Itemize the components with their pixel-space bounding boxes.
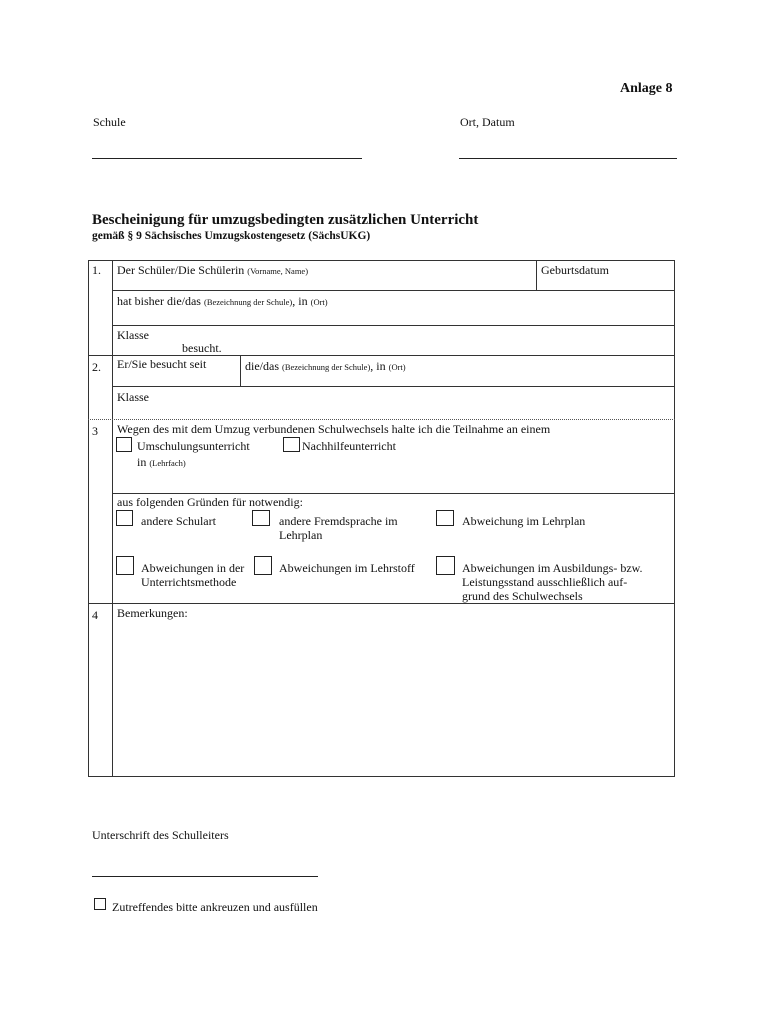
document-title: Bescheinigung für umzugsbedingten zusätzlichen Unterricht	[92, 212, 479, 228]
unterschrift-label: Unterschrift des Schulleiters	[92, 828, 229, 842]
bemerkungen-label: Bemerkungen:	[117, 606, 188, 620]
section2-number: 2.	[92, 360, 101, 374]
in-label: , in	[292, 294, 308, 308]
in-label: , in	[370, 359, 386, 373]
andere-schulart-checkbox[interactable]	[116, 510, 133, 526]
section2-divider	[240, 355, 241, 387]
diedas-label: die/das	[245, 359, 279, 373]
unterrichtsmethode-checkbox[interactable]	[116, 556, 134, 575]
ort-datum-field-line[interactable]	[459, 158, 677, 159]
schule-label: Schule	[93, 115, 126, 129]
besucht-label: besucht.	[182, 341, 222, 355]
lehrfach-hint: (Lehrfach)	[149, 458, 186, 468]
unterrichtsmethode-label-2: Unterrichtsmethode	[141, 575, 237, 589]
umschulung-checkbox[interactable]	[116, 437, 132, 452]
nachhilfe-label: Nachhilfeunterricht	[302, 439, 396, 453]
lehrfach-field[interactable]	[137, 456, 186, 468]
unterschrift-field-line[interactable]	[92, 876, 318, 877]
diedas-hint: (Bezeichnung der Schule)	[282, 362, 371, 372]
bisher-schule-field[interactable]	[117, 295, 328, 307]
ort-hint: (Ort)	[388, 362, 406, 372]
ausbildungsstand-label-2: Leistungsstand ausschließlich auf-	[462, 575, 628, 589]
umschulung-label: Umschulungsunterricht	[137, 439, 250, 453]
hinweis-checkbox-icon	[94, 898, 106, 910]
document-subtitle: gemäß § 9 Sächsisches Umzugskostengesetz (SächsUKG)	[92, 230, 371, 242]
fremdsprache-checkbox[interactable]	[252, 510, 270, 526]
nachhilfe-checkbox[interactable]	[283, 437, 300, 452]
row-divider	[88, 603, 675, 604]
fremdsprache-label-2: Lehrplan	[279, 528, 323, 542]
geburtsdatum-divider	[536, 260, 537, 291]
section1-number: 1.	[92, 263, 101, 277]
row-divider	[112, 290, 675, 291]
row-divider	[112, 493, 675, 494]
lehrstoff-label: Abweichungen im Lehrstoff	[279, 561, 415, 575]
in-label: in	[137, 455, 147, 469]
row-divider	[112, 386, 675, 387]
bisher-label: hat bisher die/das	[117, 294, 201, 308]
gruende-label: aus folgenden Gründen für notwendig:	[117, 495, 303, 509]
klasse-field[interactable]: Klasse	[117, 390, 149, 404]
section3-intro: Wegen des mit dem Umzug verbundenen Schulwechsels halte ich die Teilnahme an einem	[117, 422, 551, 436]
schueler-label: Der Schüler/Die Schülerin	[117, 263, 245, 277]
schueler-field[interactable]	[117, 264, 308, 276]
schueler-hint: (Vorname, Name)	[247, 266, 309, 276]
andere-schulart-label: andere Schulart	[141, 514, 216, 528]
bisher-hint: (Bezeichnung der Schule)	[203, 297, 293, 307]
abweichung-lehrplan-checkbox[interactable]	[436, 510, 454, 526]
hinweis-text: Zutreffendes bitte ankreuzen und ausfüllen	[112, 900, 318, 914]
row-divider	[88, 355, 675, 356]
fremdsprache-label-1: andere Fremdsprache im	[279, 514, 398, 528]
ausbildungsstand-label-3: grund des Schulwechsels	[462, 589, 583, 603]
section4-number: 4	[92, 608, 98, 622]
schule-field-line[interactable]	[92, 158, 362, 159]
lehrstoff-checkbox[interactable]	[254, 556, 272, 575]
anlage-label: Anlage 8	[620, 81, 673, 96]
bemerkungen-field[interactable]	[113, 622, 674, 776]
ausbildungsstand-checkbox[interactable]	[436, 556, 455, 575]
klasse-field[interactable]: Klasse	[117, 328, 149, 342]
section-divider-dotted	[88, 419, 675, 420]
neue-schule-field[interactable]	[245, 360, 406, 372]
geburtsdatum-field[interactable]: Geburtsdatum	[541, 263, 609, 277]
besucht-seit-field[interactable]: Er/Sie besucht seit	[117, 357, 207, 371]
unterrichtsmethode-label-1: Abweichungen in der	[141, 561, 245, 575]
section3-number: 3	[92, 424, 98, 438]
row-divider	[112, 325, 675, 326]
abweichung-lehrplan-label: Abweichung im Lehrplan	[462, 514, 586, 528]
ort-datum-label: Ort, Datum	[460, 115, 515, 129]
ausbildungsstand-label-1: Abweichungen im Ausbildungs- bzw.	[462, 561, 643, 575]
ort-hint: (Ort)	[310, 297, 328, 307]
